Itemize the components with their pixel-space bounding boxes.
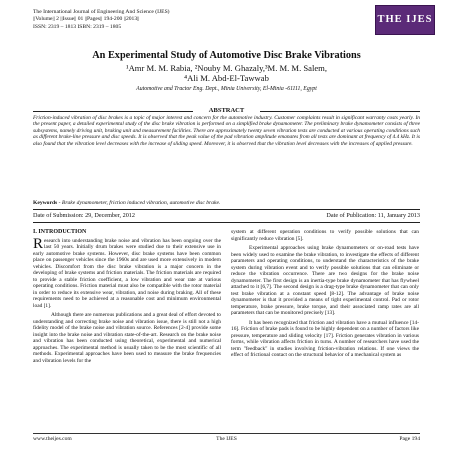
intro-paragraph-1: esearch into understanding brake noise and vibration has been ongoing over the last 50 years. Initially drum brakes were studied due to their extensive use in early automotive brake systems. However, disc brake systems have been common place on passenger vehicles since the 1960s and are used more extensively in modern vehicles. Discomfort from the disc brake vibration is a major concern in the developing of brake systems and friction materials. The friction materials are required to provide a stable friction coefficient, a low vibration and wear rate at various operating conditions. Friction material must also be compatible with the rotor material in order to reduce its extensive wear, vibration, and noise during braking. All of these requirements need to be achieved at a reasonable cost and minimum environmental load [1]. — [33, 237, 221, 309]
logo-text: THE IJES — [377, 14, 433, 25]
abstract-heading — [33, 107, 420, 115]
journal-logo — [375, 5, 435, 35]
keywords-text: - Brake dynamometer, friction induced vibration, automotive disc brake. — [58, 200, 221, 206]
section-heading: I. INTRODUCTION — [33, 229, 87, 235]
drop-cap: R — [33, 235, 44, 252]
dates-bar — [33, 209, 420, 223]
intro-paragraph-5: It has been recognized that friction and vibration have a mutual influence [14-16]. Friction of brake pads is found to be highly dependent on a number of factors like pressure, temperature and sliding velocity [17]. Friction generates vibration in various forms, while vibration affects friction in turns. A number of researchers have used the term "feedback" in studies involving friction-vibration relations. If one views the effect of frictional contact on the structural behavior of a mechanical system as — [231, 319, 419, 358]
page-footer — [33, 433, 420, 444]
abstract-text: Friction-induced vibration of disc brakes is a topic of major interest and concern for the automotive industry. Customer complaints result in significant warranty costs yearly. In the present paper, a detailed experimental study of the disc brake vibration is performed on a simplified brake dynamometer. The preliminary brake dynamometer consists of three subsystems, namely driving unit, braking unit and measurement facilities. There are approximately twenty seven vibration tests are conducted at various operating conditions such as different brake-line pressure and disc speeds. It is observed that the peak value of the pad vibration amplitude emanates from all tests are dominant at frequency of 4.4 kHz. It is also found that the vibration level decreases with the increase of sliding speed. Moreover, it is observed that the vibration level decreases with the increases of applied pressure. — [33, 115, 420, 147]
submission-date: Date of Submission: 29, December, 2012 — [33, 212, 135, 219]
affiliation: Automotive and Tractor Eng. Dept., Minia University, El-Minia -61111, Egypt — [136, 86, 317, 92]
footer-website: www.theijes.com — [33, 436, 72, 442]
abstract-rule-right — [260, 111, 420, 112]
keywords — [33, 200, 420, 206]
body-column-left — [33, 229, 221, 367]
journal-issn: ISSN: 2319 – 1813 ISBN: 2319 – 1805 — [33, 23, 122, 30]
keywords-label: Keywords — [33, 200, 58, 206]
footer-journal: The IJES — [216, 436, 237, 442]
intro-paragraph-4: Experimental approaches using brake dynamometers or on-road tests have been widely used to examine the brake vibration, to investigate the effects of different parameters and operating conditions, to understand the characteristics of the brake system during vibration event and to verify possible solutions that can eliminate or reduce the vibration occurrence. There are two designs for the brake noise dynamometer. The first design is an inertia-type brake dynamometer that has flywheel attached to it [6,7]. The second design is a drag-type brake dynamometer that can only test brake vibration at a constant speed [8-12]. The advantage of brake noise dynamometer is that it provided a means of tight experimental control. Pad or rotor temperature, brake pressure, brake torque, and their associated ramp rates are all parameters that can be monitored precisely [13]. — [231, 245, 419, 316]
authors-line-1: ¹Amr M. M. Rabia, ²Nouby M. Ghazaly,³M. M. M. Salem, — [126, 63, 327, 73]
body-column-right — [231, 229, 419, 362]
journal-name: The International Journal of Engineering And Science (IJES) — [33, 9, 170, 15]
author-list — [0, 64, 453, 83]
authors-line-2: ⁴Ali M. Abd-El-Tawwab — [184, 72, 269, 83]
intro-paragraph-3: system at different operation conditions to verify possible solutions that can significantly reduce vibration [5]. — [231, 229, 419, 242]
body-paragraph — [33, 235, 221, 310]
abstract-label: ABSTRACT — [208, 107, 245, 114]
paper-title: An Experimental Study of Automotive Disc Brake Vibrations — [92, 50, 361, 61]
intro-paragraph-2: Although there are numerous publications and a great deal of effort devoted to understanding and correcting brake noise and vibration issue, there is still not a high fidelity model of the brake noise and vibration source. References [2-4] provide some insight into the brake noise and vibration state-of-the-art. Research on the brake noise and vibration has been conducted using theoretical, experimental and numerical approaches. The experimental method is usually taken to be the most scientific of all methods. Experimental approaches have been used to measure the brake frequencies and vibration levels for the — [33, 312, 221, 364]
footer-page-number: Page 194 — [399, 436, 420, 442]
journal-volume: ||Volume|| 2 ||Issue|| 01 ||Pages|| 194-200 ||2013|| — [33, 16, 140, 23]
journal-header — [33, 9, 333, 31]
publication-date: Date of Publication: 11, January 2013 — [326, 212, 420, 219]
